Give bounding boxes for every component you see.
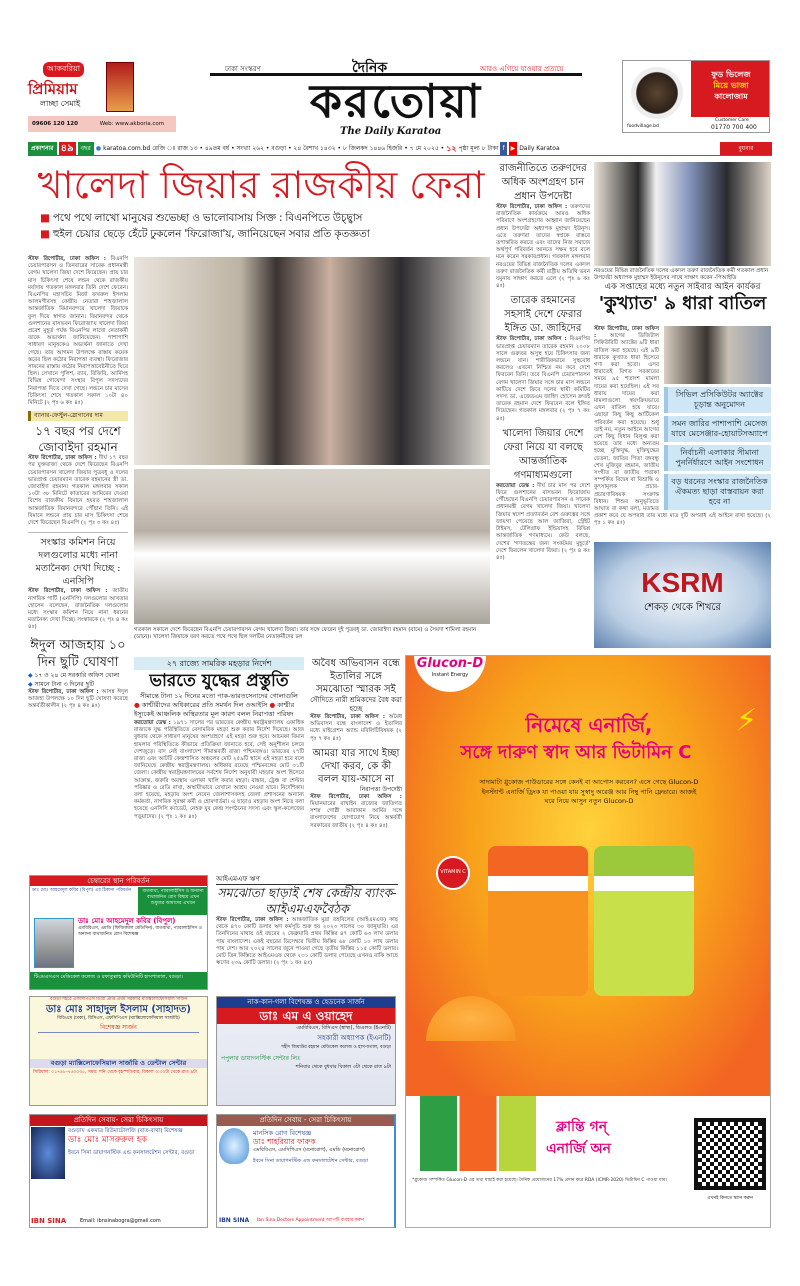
glucon-slogan-2: এনার্জি অন — [546, 1141, 611, 1157]
brand-logo: আকবরিয়া — [43, 62, 84, 77]
chamber-right-text: বাতব্যথা, প্যারালাইসিস ও অন্যান্য ব্যথাজনিত রোগ বিষয়ে এখন শুধুমাত্র আমাদের এখানে — [138, 887, 208, 915]
globe-icon: ● — [95, 145, 102, 152]
ent-hospital: শহীদ জিয়াউর রহমান মেডিকেল কলেজ ও হাসপাতাল, বগুড়া — [281, 1045, 391, 1050]
phone-text: 09606 120 120 — [32, 121, 78, 127]
rheum-email: Email: ibnsinabogra@gmail.com — [80, 1218, 161, 1224]
glucon-slogan-1: ক্লান্তি গন্ — [556, 1119, 608, 1135]
cyber-body-block — [594, 326, 771, 538]
contact-strip — [28, 116, 176, 132]
product-pack-image — [106, 62, 134, 112]
psych-app: Ibn Sina Doctors Appointment অ্যাপটি ব্যবহার করুন — [257, 1218, 364, 1223]
rheum-spec: বগুড়ায় একমাত্র রিউমাটোলজি (বাত-ব্যথা) বিশেষজ্ঞ — [68, 1128, 183, 1134]
india-bullets — [134, 701, 304, 719]
byline: স্টাফ রিপোর্টার, ঢাকা অফিস : — [496, 204, 568, 210]
care-phone: 01770 700 400 — [711, 124, 757, 131]
eid-bullet — [28, 680, 128, 689]
byline: স্টাফ রিপোর্টার, ঢাকা অফিস : — [594, 326, 659, 340]
eid-article[interactable] — [28, 689, 128, 711]
byline: স্টাফ রিপোর্টার, ঢাকা অফিস : — [28, 256, 106, 262]
lead-headline[interactable]: খালেদা জিয়ার রাজকীয় ফেরা — [37, 163, 485, 207]
youtube-icon[interactable]: ▶ — [509, 142, 518, 155]
article-body: আসন্ন ঈদুল আজহা উপলক্ষে ১০ দিন ছুটি ঘোষণা করেছে অন্তর্বর্তীকালীন — [28, 688, 128, 709]
jump-ref: (২ পৃঃ ৭ কঃ ৪ঃ) — [496, 408, 590, 422]
article-body: ১৯৭১ সালের পর ভারতের কেন্দ্রীয় স্বরাষ্ট্রমন্ত্রণালয় একাধিক রাজ্যকে যুদ্ধ পরিস্থিতিতে বেসামরিক মহড়া শুরু করার নির্দেশ দিয়েছে। আজ বুধবার থেকে সাধারণ মানুষের অংশগ্রহণে এই মহড়া শুরু হবে। আচমকা বিমান হামলার পরিস্থিতিতে কীভাবে প্রতিক্রিয়া জানাতে হবে, সেই অনুশীলন চলবে দেশজুড়ে। বাদ নেই বাংলাদেশ সীমান্তবর্তী রাজ্য পশ্চিমবঙ্গও। ভারতের ২৭টি রাজ্য এবং আটটি কেন্দ্রশাসিত অঞ্চলের মোট ২৫৯টি স্থানে এই মহড়া হবে বলে জানিয়েছে কেন্দ্রীয় স্বরাষ্ট্রমন্ত্রণালয়। অধিকার রয়েছে পশ্চিমবঙ্গের মোট ৩১টি জেলা। কেন্দ্রীয় স্বরাষ্ট্রমন্ত্রণালয়ের সর্বশেষ নির্দেশ অনুযায়ী মহড়ার অংশ হিসেবে আক্রান্ত, জরুরি অবস্থায় এলাকা খালি করার মহড়া। বাঙ্কার, ট্রেঞ্চ বা শেল্টার পরিষ্কার ও রেডি রাখা, অস্থায়ীভাবে যেখানে আশ্রয় নেওয়া যাবে। নির্দেশিকায় বলা হয়েছে, মহড়ায় অংশ নেবেন জেলাশাসকসহ জেলা প্রশাসনের অন্যান্য কর্মকর্তা, নাগরিক সুরক্ষা কর্মী ও হোমগার্ডরা। এ ছাড়াও মহড়ায় অংশ নিতে বলা হয়েছে এনসিসি ক্যাডেট, নেহরু যুব কেন্দ্র সংগঠনের সদস্য এবং স্কুল-কলেজের পড়ুয়াদের। — [134, 720, 304, 820]
india-headline[interactable]: ভারতে যুদ্ধের প্রস্তুতি — [149, 671, 289, 691]
jump-ref: (২ পৃঃ ১ কঃ ৪ঃ) — [158, 813, 197, 820]
spacer — [30, 1035, 207, 1059]
ent-ad[interactable] — [216, 996, 396, 1106]
head-brain-image — [219, 1128, 249, 1164]
italy-article[interactable] — [310, 714, 402, 743]
ksrm-ad[interactable] — [594, 542, 771, 648]
myanmar-headline[interactable]: আমরা যার সাথে ইচ্ছা দেখা করব, কে কী বলল যায়-আসে না — [312, 747, 400, 785]
maxfac-top: বগুড়া শহরে এফসিপিএস ডিগ্রী প্রাপ্ত প্রথম সরকারি ম্যাক্সিলোফেসিয়াল সার্জন — [49, 997, 188, 1002]
maxfac-quals: বিডিএস (ঢাকা), বিসিএস, এফসিপিএস (ম্যাক্সিলোফেসিয়াল সার্জারি) — [57, 1016, 180, 1021]
imf-block — [216, 875, 398, 991]
years-suffix: বছর — [78, 142, 94, 155]
orange-jar-image — [488, 846, 588, 996]
product-subtitle: লাচ্ছা সেমাই — [40, 99, 81, 108]
website-link[interactable]: karatoa.com.bd — [103, 145, 151, 152]
lead-bullets — [40, 210, 492, 254]
glucon-body: সাদামাটা গ্লুকোজ পাউডারের সঙ্গে কেনই বা আপোস করবেন? এসে গেছে Glucon-D ইনস্ট্যান্ট এনার্জি ড্রিংক যা পাওয়া যায় সুস্বাদু অরেঞ্জ আর নিম্বু পানি ফ্লেভারে। আজই ঘরে নিয়ে আসুন নতুন Glucon-D — [479, 778, 699, 805]
highlight-box: সিভিল প্রসিকিউটর অ্যাক্টের চূড়ান্ত অনুমোদন — [664, 387, 771, 413]
lead-bullet — [40, 226, 492, 242]
zubaida-headline[interactable]: ১৭ বছর পর দেশে জোবাইদা রহমান — [35, 424, 121, 455]
chamber-left-text: ডাঃ মোঃ আহমেদুল কবির (বিপুল) এর ঠিকানা পরিবর্তন — [32, 888, 132, 893]
yunus-photo-caption: নরওয়ের বিভিন্ন রাজনৈতিক দলের একদল তরুণ রাজনৈতিক কর্মী গতকাল প্রধান উপদেষ্টা অধ্যাপক মুহাম্মদ ইউনূসের সাথে সাক্ষাৎ করেন -পিআইডি — [594, 268, 769, 281]
tarique-article[interactable] — [496, 336, 590, 422]
masthead-title[interactable]: করতোয়া — [210, 73, 582, 125]
right-ad[interactable] — [622, 60, 770, 133]
cyber-kicker: এক সপ্তাহের মধ্যে নতুন সাইবার আইন কার্যকর — [604, 282, 761, 292]
price: পৃষ্ঠা মূল্য ৮ টাকা — [458, 145, 499, 152]
glucon-headline-2: সঙ্গে দারুণ স্বাদ আর ভিটামিন C — [460, 742, 692, 763]
qr-code-image[interactable] — [694, 1118, 766, 1190]
red-dot-icon: ● — [269, 701, 278, 709]
lead-photo-crowd — [134, 469, 490, 624]
chamber-ad[interactable] — [29, 875, 208, 990]
press-briefing-photo — [664, 326, 771, 384]
byline: করতোয়া ডেস্ক : — [134, 720, 171, 726]
italy-myanmar-column — [310, 657, 402, 869]
care-label: Customer Care — [715, 118, 749, 123]
psych-text-block — [253, 1129, 393, 1165]
rheumatology-ad[interactable] — [29, 1114, 208, 1228]
chamber-title: চেম্বারের স্থান পরিবর্তন — [30, 876, 207, 886]
article-body: মিয়ানমারের রাখাইন রাজ্যের জাতিগত সশস্ত্র গোষ্ঠী আরাকান আর্মির সঙ্গে বাংলাদেশের যোগাযোগ নিয়ে অন্তর্বর্তী সরকারের জাতীয় — [310, 801, 402, 829]
left-column — [28, 256, 128, 870]
glucon-d-ad[interactable] — [405, 655, 771, 1228]
maxfac-ad[interactable] — [29, 996, 208, 1106]
eid-bullets — [28, 671, 128, 689]
cyber-head-block — [594, 268, 771, 324]
ncp-headline[interactable]: সংস্কার কমিশন নিয়ে দলগুলোর মধ্যে নানা মতানৈক্য দেখা দিচ্ছে : এনসিপি — [28, 532, 128, 588]
ent-name: ডাঃ এম এ ওয়াহেদ — [217, 1008, 395, 1024]
byline: স্টাফ রিপোর্টার, ঢাকা অফিস : — [28, 588, 108, 595]
ad-text-block — [691, 61, 770, 117]
web-text: Web: www.akboria.com — [99, 121, 165, 127]
ksrm-logo: KSRM — [641, 567, 724, 598]
red-dot-icon: ● — [134, 701, 142, 709]
article-body: বিএনপি চেয়ারপারসন ও তিনবারের সাবেক প্রধানমন্ত্রী বেগম খালেদা জিয়া দেশে ফিরেছেন। প্রায় চার মাস চিকিৎসা শেষে লন্ডন থেকে রাজকীয় মর্যাদায় গতকাল মঙ্গলবার তিনি দেশে ফেরেন। বিএনপির মহাসচিব মির্জা ফখরুল ইসলাম আলমগীরসহ কেন্দ্রীয় নেতারা শাহজালাল আন্তর্জাতিক বিমানবন্দরে খালেদা জিয়াকে ফুল দিয়ে স্বাগত জানান। বিমানবন্দর থেকে গুলশানের বাসভবন ফিরোজা'য় খালেদা জিয়া প্রবেশ মুহূর্ত পর্যন্ত বিএনপির লাখো নেতাকর্মী তাকে অভ্যর্থনা জানিয়েছেন। পাশাপাশি সাধারণ মানুষকেও অভ্যর্থনা জানাতে দেখা গেছে। তার আগমন উপলক্ষে রাস্তায় কয়েক স্তরের ছিল কঠোর নিরাপত্তা ব্যবস্থা। ফিরোজার সামনের রাস্তায় কঠোর নিরাপত্তাবেষ্টনীতে ঘিরে ছিল। সেখানে পুলিশ, র‍্যাব, বিজিবি, আর্মিসহ বিভিন্ন গোয়েন্দা সংস্থার বিপুল সদস্যদের নিরাপত্তা দিতে দেখা গেছে। লন্ডনে চার মাসের চিকিৎসা শেষে গতকাল সকাল ১০টা ৪০ মিনিটে — [28, 256, 128, 407]
fb-handle: foodvillage.bd — [627, 124, 659, 129]
glucon-headline-1: নিমেষে এনার্জি, — [525, 713, 653, 737]
product-name: প্রিমিয়াম — [28, 80, 78, 98]
chamber-doctor-block — [78, 917, 206, 938]
ent-center: পপুলার ডায়াগনস্টিক সেন্টার লিঃ — [221, 1055, 301, 1062]
tarique-headline[interactable]: তারেক রহমানের সহসাই দেশে ফেরার ইঙ্গিত ডা. জাহিদের — [504, 295, 582, 335]
maxfac-footer: সিরিয়াল: ০১৭৪৮-৭৫০০৩৫, সময়: শনি থেকে বৃহস্পতিবার, বিকাল ৩:৩০টা থেকে রাত ৯টা — [33, 1070, 197, 1075]
jump-ref: (২ পৃঃ ৪ কঃ ৪ঃ) — [28, 617, 129, 631]
imf-kicker: আইএমএফ ঋণ — [216, 875, 398, 885]
rheum-text-block — [68, 1128, 207, 1157]
bullet-text: পথে পথে লাখো মানুষের শুভেচ্ছা ও ভালোবাসায় সিক্ত : বিএনপিতে উচ্ছ্বাস — [52, 212, 363, 224]
ent-quals: এমবিবিএস, বিসিএস (স্বাস্থ্য), ডিএলও (ইএনটি) — [296, 1025, 391, 1031]
psychiatry-ad[interactable] — [216, 1114, 396, 1228]
jump-ref: (২ পৃঃ ৭ কঃ ৪ঃ) — [310, 728, 403, 742]
youth-article[interactable] — [496, 204, 590, 290]
middle-right-column — [496, 162, 590, 650]
ibn-sina-logo: IBN SINA — [219, 1217, 250, 1224]
zubaida-article[interactable] — [28, 455, 128, 527]
india-column — [134, 657, 304, 869]
eid-bullet — [28, 671, 128, 680]
byline: স্টাফ রিপোর্টার, ঢাকা অফিস : — [28, 455, 97, 462]
rheum-title: প্রতিদিন সেবায়- সেরা চিকিৎসায় — [30, 1115, 207, 1126]
intl-headline[interactable]: খালেদা জিয়ার দেশে ফেরা নিয়ে যা বলছে আন্তর্জাতিক গণমাধ্যমগুলো — [502, 427, 584, 481]
chamber-footer: টিএমএসএস মেডিকেল কলেজ ও রফাতুল্লাহ কমিউনিটি হাসপাতাল, বগুড়া। — [30, 972, 208, 990]
jump-ref: (২ পৃঃ ৬ কঃ ৪ঃ) — [496, 276, 590, 290]
glucon-brand-sub: Instant Energy — [431, 672, 469, 678]
slogan: আরও এগিয়ে যাওয়ার প্রত্যয়ে — [480, 65, 564, 73]
chamber-doctor-name: ডাঃ মোঃ আহমেদুল কবির (বিপুল) — [78, 917, 176, 925]
ent-post: সহকারী অধ্যাপক (ইএনটি) — [317, 1034, 391, 1042]
italy-headline[interactable]: অবৈধ অভিবাসন বন্ধে ইতালির সঙ্গে সমঝোতা স্মারক সই — [312, 658, 400, 695]
glucon-brand: Glucon-D — [416, 656, 484, 671]
qr-label: এখনই কিনতে স্ক্যান করুন — [707, 1196, 753, 1201]
psych-quals: এমবিবিএস, এমসিপিএস (মনোরোগ), এমডি (মনোরোগ) — [253, 1147, 365, 1153]
ksrm-tagline: শেকড় থেকে শিখরে — [644, 602, 721, 613]
square-bullet-icon: ■ — [40, 228, 53, 240]
jump-ref: (২ পৃঃ ৬ কঃ ৪ঃ) — [44, 400, 83, 407]
masthead-small-title: দৈনিক — [352, 60, 388, 76]
diamond-bullet-icon: ◆ — [28, 680, 35, 688]
edition-label: ঢাকা সংস্করণ — [225, 65, 261, 73]
social-name: Daily Karatoa — [519, 145, 560, 152]
psych-center: ইবনে সিনা ডায়াগনস্টিক এন্ড কনসালটেশন সেন্টার, বগুড়া — [253, 1158, 369, 1164]
article-body: বিএনপির ভারপ্রাপ্ত চেয়ারম্যান তারেক রহমান ২০০৮ সালে গুরুতর অসুস্থ হয়ে চিকিৎসার জন্য লন্ডনে যান। শারীরিকভাবে সুস্থবোধ করলেও এখনো নিশ্চিত নয় কবে দেশে ফিরবেন তিনি। তবে বিএনপি চেয়ারপারসন বেগম খালেদা জিয়ার সঙ্গে চার মাস লন্ডনে কাটিয়ে দেশে ফিরে দলের স্থায়ী কমিটির সদস্য ডা. এজেডএম জাহিদ হোসেন দ্রুতই তারেক রহমান দেশে ফিরবেন বলে ইঙ্গিত দিয়েছেন। গতকাল মঙ্গলবার — [496, 336, 590, 415]
food-image — [631, 67, 683, 119]
article-body: তরুণদের রাজনৈতিক কার্যক্রমে আরও অধিক পরিমাণে অংশগ্রহণের আহ্বান জানিয়েছেন প্রধান উপদেষ্টা অধ্যাপক মুহাম্মদ ইউনূস। এতে তরুণরা তাদের স্বপ্নকে বাস্তবে রূপান্তরিত করতে এবং তাদের নিজ সমাজে অর্থপূর্ণ পরিবর্তন আনতে সক্ষম হবে বলে মনে করেন সরকারপ্রধান। গতকাল মঙ্গলবার নরওয়ের বিভিন্ন রাজনৈতিক দলের একদল তরুণ রাজনৈতিক কর্মী রাষ্ট্রীয় অতিথি ভবন যমুনায় সাক্ষাৎ করতে এলে — [496, 204, 590, 283]
lemon-jar-image — [594, 846, 694, 996]
imf-article[interactable] — [216, 917, 398, 967]
years-badge: ৪৯ — [60, 143, 74, 154]
article-body: আন্তর্জাতিক মুদ্রা তহবিলের (আইএমএফ) কাছ থেকে ৪৭০ কোটি ডলার ঋণ কর্মসূচি শুরু হয় ২০২৩ সালের ৩০ জানুয়ারি। এর তিনদিনের মাথায় ওই বছরের ২ ফেব্রুয়ারি প্রথম কিস্তির ৪৭ কোটি ৬৩ লাখ ডলার পায় বাংলাদেশ। একই বছরের ডিসেম্বরে দ্বিতীয় কিস্তির ৬৮ কোটি ১০ লাখ ডলার পায় দেশ। আর ২০২৪ সালের জুনে পাওয়া গেছে তৃতীয় কিস্তির ১১৫ কোটি ডলার। মোট তিন কিস্তিতে আইএমএফ থেকে ২৩১ কোটি ডলার পেয়েছে এখনও বাকি আছে ঋণের ২৩৯ কোটি ডলার। — [216, 917, 399, 967]
yunus-meeting-photo — [594, 162, 771, 266]
vitamin-c-badge: VITAMIN C — [436, 856, 470, 890]
bullet-text: হুইল চেয়ার ছেড়ে হেঁটে ঢুকলেন 'ফিরোজা'য়, জানিয়েছেন সবার প্রতি কৃতজ্ঞতা — [52, 228, 370, 240]
jump-ref: (২ পৃঃ ৪ কঃ ৪ঃ) — [496, 547, 591, 561]
lead-photo-khaleda-arrival — [134, 257, 490, 465]
byline: স্টাফ রিপোর্টার, ঢাকা অফিস : — [310, 793, 402, 800]
jump-ref: (২ পৃঃ ৩ কঃ ৪ঃ) — [80, 520, 120, 527]
zubaida-tag: ব্যানার-ফেস্টুন-স্লোগানের দাম — [28, 411, 128, 421]
india-sub: সীমান্তে টানা ১২ দিনের মতো পাক-ভারতসেনাদের গোলাগুলি — [140, 692, 298, 700]
left-ad[interactable] — [28, 60, 176, 133]
maxfac-center: বগুড়া ম্যাক্সিলোফেসিয়াল সার্জারি ও ডেন্টাল সেন্টার — [30, 1059, 207, 1068]
italy-sub: সৌদিতে নারী শ্রমিকদের বৈধ করা হচ্ছে — [310, 696, 402, 713]
body-xray-image — [31, 1127, 65, 1179]
bullet-text: কাশ্মীরীদের অধিকারের প্রতি সমর্থন দিল ওআইসি — [141, 701, 268, 709]
jump-ref: (২ পৃঃ ৪ কঃ ৪ঃ) — [349, 822, 388, 829]
page-count: ১২ — [446, 144, 457, 153]
lead-article[interactable] — [28, 256, 128, 407]
highlight-box: নির্বাচনী এলাকার সীমানা পুনর্নির্ধারণে আইন সংশোধন — [664, 445, 771, 471]
india-kicker: ২৭ রাজ্যে সামরিক মহড়ার নির্দেশ — [134, 657, 304, 670]
ent-time: শনিবার থেকে বুধবার বিকাল ৩টা থেকে রাত ৯টা — [295, 1064, 391, 1070]
lightning-icon: ⚡ — [736, 703, 758, 738]
issue-details: রেজি ঃ রাজ ১৩ • ৪৯তম বর্ষ • সংখ্যা ২৬২ • বগুড়া • ২৪ বৈশাখ ১৪৩২ • ৮ জিলকদ ১৪৪৬ হিজরি • ৭ মে ২০২৫ • — [152, 145, 445, 152]
ibn-sina-logo: IBN SINA — [31, 1217, 67, 1225]
imf-headline[interactable]: সমঝোতা ছাড়াই শেষ কেন্দ্রীয় ব্যাংক-আইএমএফবৈঠক — [217, 885, 397, 916]
psych-name: ডাঃ শাহরিয়ার ফারুক — [253, 1137, 316, 1146]
masthead-title-en: The Daily Karatoa — [340, 126, 442, 137]
day-badge: বুধবার — [720, 142, 772, 155]
ent-top: নাক-কান-গলা বিশেষজ্ঞ ও হেডনেক সার্জন — [217, 997, 395, 1008]
bullet-text: সামনে টানা ৩ দিনের ছুটি — [34, 680, 95, 688]
glucon-fineprint: *গ্লুকোজ সম্পর্কিত Glucon-D এর তথ্য যাচাই করা হয়েছে। দৈনিক প্রয়োজনের 17% প্রদান করে RDA (ICMR-2020) ভিটামিন C পাওয়া যায়। — [412, 1178, 668, 1183]
ncp-article[interactable] — [28, 588, 128, 631]
cyber-headline[interactable]: 'কুখ্যাত' ৯ ধারা বাতিল — [598, 293, 767, 314]
byline: স্টাফ রিপোর্টার, ঢাকা অফিস : — [496, 336, 567, 343]
lead-bullet — [40, 210, 492, 226]
info-bar — [28, 142, 772, 156]
chamber-quals: এমবিবিএস, এমডি (ফিজিক্যাল মেডিসিন), বাতব্যথা, প্যারালাইসিস ও অন্যান্য ব্যথাজনিত রোগ বিশেষজ্ঞ — [78, 926, 202, 937]
rheum-center: ইবনে সিনা ডায়াগনস্টিক এন্ড কনসালটেশন সেন্টার, বগুড়া — [68, 1150, 195, 1156]
highlight-box: বড় ধরনের সংস্কার রাজনৈতিক ঐকমত্য ছাড়া বাস্তবায়ন করা হবে না — [664, 474, 771, 510]
maxfac-section: বিশেষজ্ঞ সার্জন — [38, 1024, 199, 1033]
cyber-side-block — [664, 326, 771, 512]
facebook-icon[interactable]: f — [500, 142, 506, 155]
diamond-bullet-icon: ◆ — [28, 671, 35, 679]
bullet-text: ১৭ ও ২৪ মে সরকারি অফিস খোলা — [34, 671, 120, 679]
ad-line-3: কালোজাম — [714, 92, 748, 101]
byline: স্টাফ রিপোর্টার, ঢাকা অফিস : — [28, 688, 99, 695]
highlight-box: সমন জারির পাশাপাশি মেসেজ যাবে মেসেঞ্জার-হোয়াটসঅ্যাপে — [664, 416, 771, 442]
square-bullet-icon: ■ — [40, 212, 53, 224]
article-body: অবৈধ অভিবাসন বন্ধে বাংলাদেশ ও ইতালির মধ্যে মাইগ্রেশন অ্যান্ড মবিলিটিবিষয়ক — [310, 714, 403, 735]
myanmar-article[interactable] — [310, 794, 402, 830]
byline: স্টাফ রিপোর্টার, ঢাকা অফিস : — [216, 917, 289, 923]
psych-spec: মানসিক রোগ বিশেষজ্ঞ — [253, 1129, 312, 1137]
ad-line-1: ফুড ভিলেজ — [711, 70, 751, 79]
india-article[interactable] — [134, 720, 304, 821]
publication-label: প্রকাশনার — [28, 142, 57, 155]
byline: স্টাফ রিপোর্টার, ঢাকা অফিস : — [310, 714, 385, 720]
cyber-jump: (২ পৃঃ ১ কঃ ৪ঃ) — [594, 513, 771, 527]
myanmar-attribution: নিরাপত্তা উপদেষ্টা — [360, 785, 402, 793]
article-body: দীর্ঘ ১৭ বছর পর যুক্তরাজ্য থেকে দেশে ফিরেছেন বিএনপি চেয়ারপারসন খালেদা জিয়ার পুত্রবধূ ও দলের ভারপ্রাপ্ত চেয়ারম্যান তারেক রহমানের স্ত্রী ডা. জোবাইদা রহমান। গতকাল মঙ্গলবার সকাল ১০টা ৩৮ মিনিটে কাতারের আমিরের দেওয়া বিশেষ রাজকীয় বিমানে হযরত শাহজালাল আন্তর্জাতিক বিমানবন্দরে পৌঁছান তিনি। এই বিমানে লন্ডনে প্রায় চার মাস চিকিৎসা শেষে দেশে ফিরেছেন বিএনপি — [28, 455, 129, 527]
article-body: জাতীয় নাগরিক পার্টি (এনসিপি) দলগুলোর আখতার হোসেন বলেছেন, রাজনৈতিক দলগুলোর মধ্যে সংস্কার কমিশন নিয়ে নানা ধরনের মতানৈক্য দেখা দিচ্ছে। সংস্কারকে — [28, 588, 128, 624]
rheum-name: ডাঃ মোঃ মাসরুরুল হক — [68, 1135, 148, 1145]
intl-article[interactable] — [496, 483, 590, 562]
eid-headline[interactable]: ঈদুল আজহায় ১০ দিন ছুটি ঘোষণা — [30, 637, 126, 670]
article-body: আগের ডিজিটাল সিকিউরিটি অ্যাক্টের ৯টি ধারা বাতিল করা হয়েছে। এই ৯টি ধারাকে কুখ্যাত ধারা হিসেবে গণ্য করা হতো। এসব ধারাতেই বিগত সরকারের সময়ে ৯৫ শতাংশ মামলা দায়ের করা হয়েছিল। এই সব ধারায় দায়ের করা মামলাগুলো স্বয়ংক্রিয়ভাবে এখন বাতিল হয়ে যাবে। এছাড়া কিছু কিছু আর্টিকেল পরিবর্তন করা হয়েছে। শুধু তাই নয়, নতুন আইনে আগের বেশ কিছু বিধান বিলুপ্ত করা হয়েছে তার মধ্যে অন্যতম হচ্ছে মুক্তিযুদ্ধ, মুক্তিযুদ্ধের চেতনা, জাতির পিতা বঙ্গবন্ধু শেখ মুজিবুর রহমান, জাতীয় সংগীত বা জাতীয় পতাকা সম্পর্কিত বিদ্বেষ বা বিভ্রান্তি ও কুৎসামূলক প্রচার-প্রচারণাবিষয়ক সংক্রান্ত বিধান। শিশুর অনুভূতিতে আঘাত বা কথা বলা, মতামত প্রকাশ করে যে অপরাধ তার মধ্যে মাত্র দুটি অপরাধ এই আইনে রাখা হয়েছে। — [594, 333, 764, 520]
bullet-text: কাশ্মীর ইস্যুকেই আঞ্চলিক অস্থিরতার মূল কারণ বলল নিরাপত্তা পরিষদ — [134, 701, 295, 718]
byline: করতোয়া ডেস্ক : — [496, 482, 535, 489]
lead-photo-caption: গতকাল সকালে দেশে ফিরেছেন বিএনপি চেয়ারপারসন বেগম খালেদা জিয়া। তার সঙ্গে ফেরেন দুই পুত্রবধূ ডা. জোবাইদা রহমান (বামে) ও সৈয়দা শামিলা রহমান (ডানে)। খালেদা জিয়াকে বরণ করতে পথে পথে ছিল দলটির নেতাকর্মীদের ঢল — [134, 627, 477, 640]
jump-ref: (২ পৃঃ ১ কঃ ৪ঃ) — [273, 960, 313, 967]
maxfac-name: ডাঃ মোঃ সাহাদুল ইসলাম (সাহাদত) — [46, 1004, 191, 1015]
youth-headline[interactable]: রাজনীতিতে তরুণদের অধিক অংশগ্রহণ চান প্রধান উপদেষ্টা — [499, 163, 587, 202]
psych-title: প্রতিদিন সেবায় - সেরা চিকিৎসায় — [217, 1115, 394, 1126]
small-jars-image — [420, 1096, 536, 1171]
ad-line-2: মিয়ে ভাজা — [713, 81, 749, 90]
article-body: দীর্ঘ চার মাস পর দেশে ফিরে গুলশানের বাসভবন ফিরোজায় পৌঁছেছেন বিএনপি চেয়ারপারসন ও সাবেক প্রধানমন্ত্রী বেগম খালেদা জিয়া। খালেদা জিয়ার স্বদেশ প্রত্যাবর্তন বেশ গুরুত্বের সঙ্গে জায়গা পেয়েছে আল জাজিরা, স্ট্রেইট টাইমস, টেলিগ্রাফ ইন্ডিয়াসহ বিভিন্ন আন্তর্জাতিক গণমাধ্যমে। কেউ বলছে, দেশের 'গণতন্ত্রের জন্য সংকটময় মুহূর্তে' দেশে ফিরলেন খালেদা জিয়া। — [496, 482, 591, 554]
jump-ref: (২ পৃঃ ৪ কঃ ৪ঃ) — [61, 702, 100, 709]
doctor-photo — [34, 918, 74, 968]
